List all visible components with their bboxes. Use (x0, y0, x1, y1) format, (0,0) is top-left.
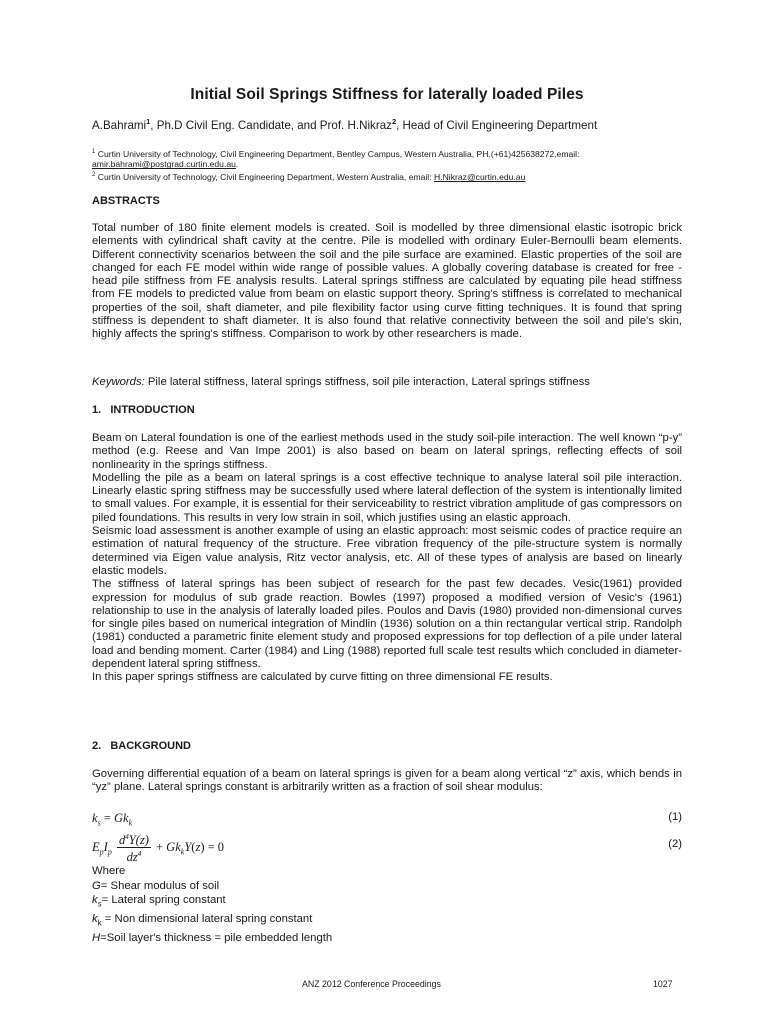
equation-1 (92, 811, 682, 828)
affiliation-2-text: Curtin University of Technology, Civil Engineering Department, Western Australia, email: (97, 171, 432, 182)
definitions-list (92, 864, 332, 945)
affiliation-2-email-link[interactable]: H.Nikraz@curtin.edu.au (434, 171, 526, 182)
footer-page-number: 1027 (653, 979, 673, 989)
definition-item: $k_s=$ Lateral spring constant (92, 894, 226, 909)
definition-item: G= Shear modulus of soil (92, 879, 220, 892)
equation-2-formula: $E_pI_p$ $\frac{d^4Y(z)}{dz^4}$ + $Gk_kY(z) = 0$ (92, 833, 225, 865)
definition-symbol: G (92, 879, 101, 892)
definition-symbol: k (92, 894, 98, 906)
definition-item: $k_k$ = Non dimensional lateral spring constant (92, 912, 313, 927)
intro-paragraph: Modelling the pile as a beam on lateral springs is a cost effective technique to analyse lateral soil pile interaction. Linearly elastic spring stiffness may be successfully used where lateral deflection of the system is intentionally limited to small values. For example, it is essential for their serviceability to restrict vibration amplitude of gas compressors on piled foundations. This results in very low strain in soil, which justifies using an elastic approach. (92, 471, 682, 524)
keywords-label: Keywords: (92, 376, 145, 388)
abstract-heading: ABSTRACTS (92, 195, 160, 207)
definition-symbol: k (92, 912, 98, 925)
intro-paragraph: The stiffness of lateral springs has been subject of research for the past few decades. Vesic(1961) provided expression for modulus of sub grade reaction. Bowles (1997) proposed a modified version of Vesic's (1961) relationship to use in the analysis of laterally loaded piles. Poulos and Davis (1980) provided non-dimensional curves for single piles based on numerical integration of Mindlin (1936) solution on a thin rectangular vertical strip. Randolph (1981) conducted a parametric finite element study and proposed expressions for top deflection of a pile under lateral load and bending moment. Carter (1984) and Ling (1988) reported full scale test results which concluded in diameter-dependent lateral spring stiffness. (92, 578, 682, 671)
author-2-role: , Head of Civil Engineering Department (396, 118, 598, 132)
equation-1-number: (1) (668, 811, 682, 823)
affiliation-1-text: Curtin University of Technology, Civil Engineering Department, Bentley Campus, Western Australia, PH.(+61)425638272,email: (97, 148, 580, 159)
author-1-role: , Ph.D Civil Eng. Candidate, and Prof. H.Nikraz (150, 118, 392, 132)
abstract-text: Total number of 180 finite element models is created. Soil is modelled by three dimensional elastic isotropic brick elements with cylindrical shaft cavity at the centre. Pile is modelled with ordinary Euler-Bernoulli beam elements. Different connectivity scenarios between the soil and the pile surface are examined. Elastic properties of the soil are changed for each FE model within wide range of possible values. A globally covering database is created for free - head pile stiffness from FE analysis results. Lateral springs stiffness are calculated by equating pile head stiffness from FE models to predicted value from beam on elastic support theory. Spring's stiffness is correlated to mechanical properties of the soil, shaft diameter, and pile flexibility factor using curve fitting techniques. It is found that spring stiffness is dependent to shaft diameter. It is also found that relative connectivity between the soil and pile's skin, highly affects the spring's stiffness. Comparison to work by other researchers is made. (92, 222, 682, 341)
affiliation-1 (92, 147, 682, 170)
author-2-sup: 2 (391, 117, 397, 126)
definition-item: H=Soil layer's thickness = pile embedded length (92, 931, 333, 944)
intro-paragraph: In this paper springs stiffness are calculated by curve fitting on three dimensional FE results. (92, 671, 553, 684)
affiliation-2-sup: 2 (92, 171, 96, 178)
where-label: Where (92, 865, 126, 877)
introduction-body (92, 432, 682, 685)
definition-symbol: H (92, 931, 101, 944)
intro-paragraph: Beam on Lateral foundation is one of the earliest methods used in the study soil-pile interaction. The well known “p-y” method (e.g. Reese and Van Impe 2001) is also based on beam on lateral springs, reflecting effects of soil nonlinearity in the springs stiffness. (92, 432, 682, 471)
affiliation-1-tail: . (235, 159, 239, 170)
author-1-sup: 1 (146, 117, 151, 126)
affiliation-1-sup: 1 (92, 149, 96, 155)
affiliation-1-email-link[interactable]: amir.bahrami@postgrad.curtin.edu.au (92, 159, 236, 170)
paper-title: Initial Soil Springs Stiffness for laterally loaded Piles (190, 86, 584, 103)
keywords-text: Pile lateral stiffness, lateral springs stiffness, soil pile interaction, Lateral springs stiffness (144, 376, 590, 388)
equation-1-formula: $k_s = Gk_k$ (92, 811, 133, 828)
keywords (92, 376, 682, 388)
author-1-name: A.Bahrami (92, 118, 147, 132)
footer-conference: ANZ 2012 Conference Proceedings (302, 979, 441, 989)
intro-paragraph: Seismic load assessment is another example of using an elastic approach: most seismic codes of practice require an estimation of natural frequency of the structure. Free vibration frequency of the pile-structure system is normally determined via Eigen value analysis, Ritz vector analysis, etc. All of these types of analysis are based on linearly elastic models. (92, 525, 682, 577)
introduction-heading: 1. INTRODUCTION (92, 404, 195, 416)
author-line (92, 117, 682, 132)
equation-2-number: (2) (668, 838, 682, 850)
equation-2 (92, 831, 682, 864)
affiliations (92, 147, 682, 182)
background-heading: 2. BACKGROUND (92, 740, 192, 752)
affiliation-2 (92, 170, 682, 182)
background-intro: Governing differential equation of a beam on lateral springs is given for a beam along vertical “z” axis, which bends in “yz” plane. Lateral springs constant is arbitrarily written as a fraction of soil shear modulus: (92, 768, 682, 794)
